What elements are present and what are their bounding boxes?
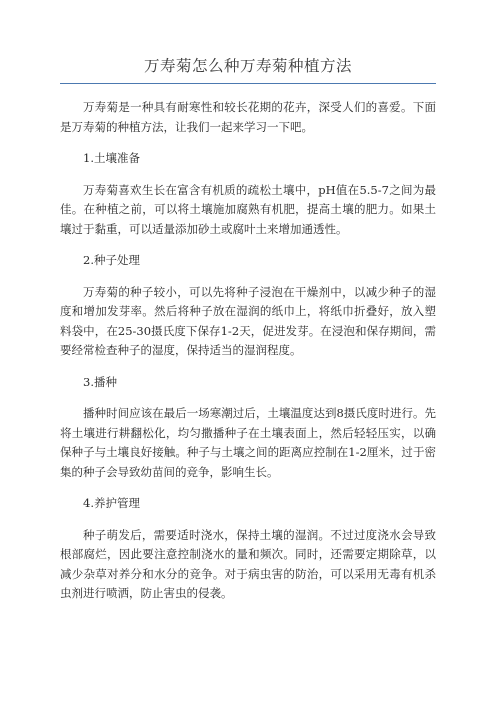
section-heading-sowing: 3.播种 bbox=[83, 374, 117, 389]
document-title: 万寿菊怎么种万寿菊种植方法 bbox=[143, 57, 352, 75]
section-heading-soil: 1.土壤准备 bbox=[83, 151, 140, 165]
section-heading-care: 4.养护管理 bbox=[83, 496, 140, 510]
title-divider bbox=[60, 83, 436, 84]
intro-paragraph: 万寿菊是一种具有耐寒性和较长花期的花卉，深受人们的喜爱。下面是万寿菊的种植方法，让我们一起来学习一下吧。 bbox=[60, 100, 436, 134]
section-body-seed-treatment: 万寿菊的种子较小，可以先将种子浸泡在干燥剂中，以减少种子的湿度和增加发芽率。然后将种子放在湿润的纸巾上，将纸巾折叠好，放入塑料袋中，在25-30摄氏度下保存1-2天，促进发芽。在浸泡和保存期间，需要经常检查种子的湿度，保持适当的湿润程度。 bbox=[60, 284, 436, 357]
section-body-care: 种子萌发后，需要适时浇水，保持土壤的湿润。不过过度浇水会导致根部腐烂，因此要注意控制浇水的量和频次。同时，还需要定期除草，以减少杂草对养分和水分的竞争。对于病虫害的防治，可以采用无毒有机杀虫剂进行喷洒，防止害虫的侵袭。 bbox=[60, 527, 436, 600]
section-heading-seed-treatment: 2.种子处理 bbox=[83, 253, 140, 267]
section-body-soil: 万寿菊喜欢生长在富含有机质的疏松土壤中，pH值在5.5-7之间为最佳。在种植之前，可以将土壤施加腐熟有机肥，提高土壤的肥力。如果土壤过于黏重，可以适量添加砂土或腐叶土来增加通透性。 bbox=[60, 182, 436, 236]
section-body-sowing: 播种时间应该在最后一场寒潮过后，土壤温度达到8摄氏度时进行。先将土壤进行耕翻松化，均匀撒播种子在土壤表面上，然后轻轻压实，以确保种子与土壤良好接触。种子与土壤之间的距离应控制在1-2厘米，过于密集的种子会导致幼苗间的竞争，影响生长。 bbox=[60, 406, 436, 479]
